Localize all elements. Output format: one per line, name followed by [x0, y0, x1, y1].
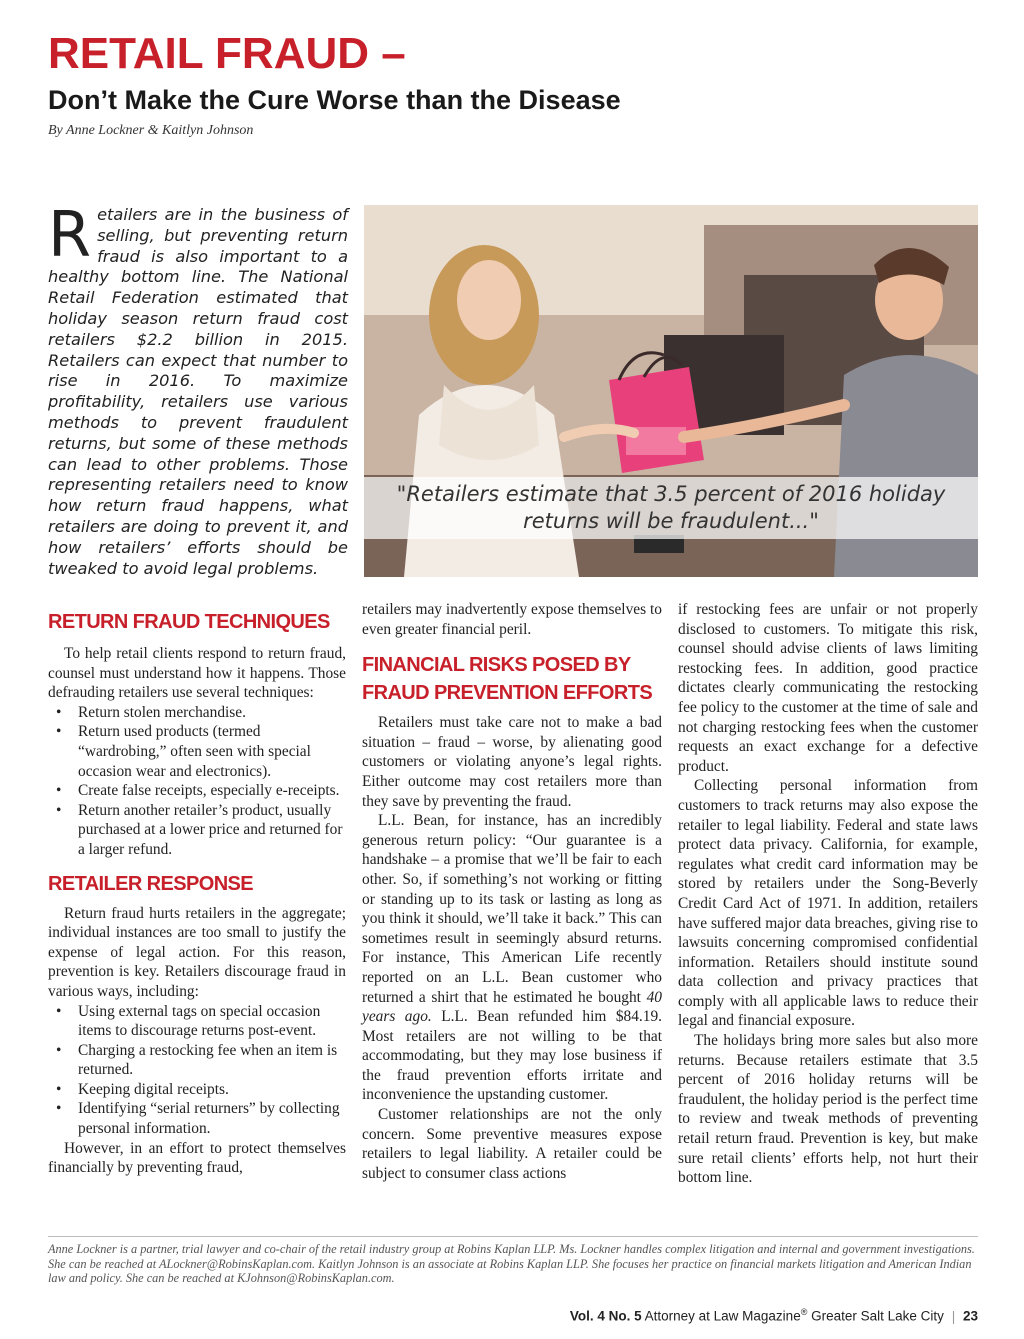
list-item: • Keeping digital receipts. [48, 1080, 346, 1100]
intro-paragraph [48, 198, 348, 579]
list-item: • Create false receipts, especially e-receipts. [48, 781, 346, 801]
list-item: • Charging a restocking fee when an item is returned. [48, 1041, 346, 1080]
paragraph: Customer relationships are not the only concern. Some preventive measures expose retailers to legal liability. A retailer could be subject to consumer class actions [362, 1106, 662, 1182]
pull-quote: "Retailers estimate that 3.5 percent of 2016 holiday returns will be fraudulent..." [364, 477, 978, 539]
author-bio-footnote: Anne Lockner is a partner, trial lawyer and co-chair of the retail industry group at Robins Kaplan LLP. Ms. Lockner handles complex litigation and internal and government investigations. She can be reached at ALockner@RobinsKaplan.com. Kaitlyn Johnson is an associate at Robins Kaplan LLP. She focuses her practice on financial markets litigation and American Indian law and policy. She can be reached at KJohnson@RobinsKaplan.com. [48, 1236, 978, 1286]
article-title: RETAIL FRAUD – [48, 29, 406, 78]
section-heading-retailer-response: RETAILER RESPONSE [48, 872, 254, 895]
column-3 [678, 600, 978, 1188]
drop-cap: R [48, 198, 92, 271]
intro-text: etailers are in the business of selling, but preventing return fraud is also important to a healthy bottom line. The National Retail Federation estimated that holiday season return fraud cost retailers $2.2 billion in 2015. Retailers can expect that number to rise in 2016. To maximize profitability, retailers use various methods to prevent fraudulent returns, but some of these methods can lead to other problems. Those representing retailers need to know how return fraud happens, what retailers are doing to prevent it, and how retailers’ efforts should be tweaked to avoid legal problems. [48, 205, 348, 578]
list-item: • Using external tags on special occasion items to discourage returns post-event. [48, 1002, 346, 1041]
magazine-name: Attorney at Law Magazine [644, 1308, 801, 1324]
text-run: L.L. Bean refunded him $84.19. Most retailers are not willing to be that accommodating, but they may lose business if the fraud prevention efforts irritate and inconvenience the upstanding customer. [362, 1008, 663, 1104]
paragraph: Retailers must take care not to make a bad situation – fraud – worse, by alienating good customers or violating anyone’s legal rights. Either outcome may cost retailers more than they save by preventing the fraud. [362, 714, 662, 810]
paragraph-ll-bean [362, 811, 662, 1105]
paragraph: Return fraud hurts retailers in the aggregate; individual instances are too small to justify the expense of legal action. For this reason, prevention is key. Retailers discourage fraud in various ways, including: [48, 904, 346, 1000]
list-item: • Return another retailer’s product, usually purchased at a lower price and returned for a larger refund. [48, 801, 346, 860]
bullet-list-techniques [48, 703, 346, 860]
paragraph: retailers may inadvertently expose themselves to even greater financial peril. [362, 601, 662, 638]
issue-number: Vol. 4 No. 5 [569, 1308, 642, 1324]
list-item: • Identifying “serial returners” by collecting personal information. [48, 1099, 346, 1138]
paragraph: However, in an effort to protect themselves financially by preventing fraud, [48, 1139, 346, 1177]
section-heading-return-fraud: RETURN FRAUD TECHNIQUES [48, 611, 330, 633]
edition-name: Greater Salt Lake City [811, 1308, 944, 1324]
page-number: 23 [962, 1308, 978, 1324]
paragraph: To help retail clients respond to return fraud, counsel must understand how it happens. Those defrauding retailers use several techniques: [48, 645, 346, 702]
emphasis: 40 years ago. [362, 988, 662, 1026]
article-photo [364, 205, 978, 577]
article-subtitle: Don’t Make the Cure Worse than the Disease [48, 85, 621, 115]
page-footer [570, 1307, 978, 1324]
column-2 [362, 600, 662, 1183]
list-item: • Return used products (termed “wardrobing,” often seen with special occasion wear and electronics). [48, 722, 346, 781]
paragraph: Collecting personal information from customers to track returns may also expose the retailer to legal liability. Federal and state laws protect data privacy. California, for example, regulates what credit card information may be stored by retailers under the Song-Beverly Credit Card Act of 1971. In addition, retailers have suffered major data breaches, giving rise to lawsuits concerning compromised confidential information. Retailers should institute sound data collection and privacy practices that comply with all applicable laws to reduce their legal and financial exposure. [678, 777, 978, 1030]
byline: By Anne Lockner & Kaitlyn Johnson [48, 123, 254, 138]
bullet-list-responses [48, 1002, 346, 1139]
list-item: • Return stolen merchandise. [48, 703, 346, 723]
registered-mark: ® [800, 1307, 808, 1317]
column-1 [48, 600, 346, 1178]
footer-separator: | [951, 1308, 956, 1324]
paragraph: if restocking fees are unfair or not properly disclosed to customers. To mitigate this risk, counsel should advise clients of laws limiting restocking fees. In addition, good practice dictates clearly communicating the restocking fee policy to the customer at the time of sale and not charging restocking fees when the customer requests an exact exchange for a defective product. [678, 601, 978, 775]
section-heading-financial-risks: FINANCIAL RISKS POSED BY FRAUD PREVENTION EFFORTS [362, 654, 653, 705]
text-run: L.L. Bean, for instance, has an incredibly generous return policy: “Our guarantee is a handshake – a promise that we’ll be fair to each other. So, if something’s not working or fitting or standing up to its task or lasting as long as you think it should, we’ll take it back.” This can sometimes result in seemingly absurd returns. For instance, This American Life recently reported on an L.L. Bean customer who returned a shirt that he estimated he bought [362, 812, 662, 1006]
paragraph: The holidays bring more sales but also more returns. Because retailers estimate that 3.5 percent of 2016 holiday returns will be fraudulent, the holiday period is the perfect time to review and tweak methods of preventing retail return fraud. Prevention is key, but make sure retail clients’ efforts help, not hurt their bottom line. [678, 1032, 978, 1187]
